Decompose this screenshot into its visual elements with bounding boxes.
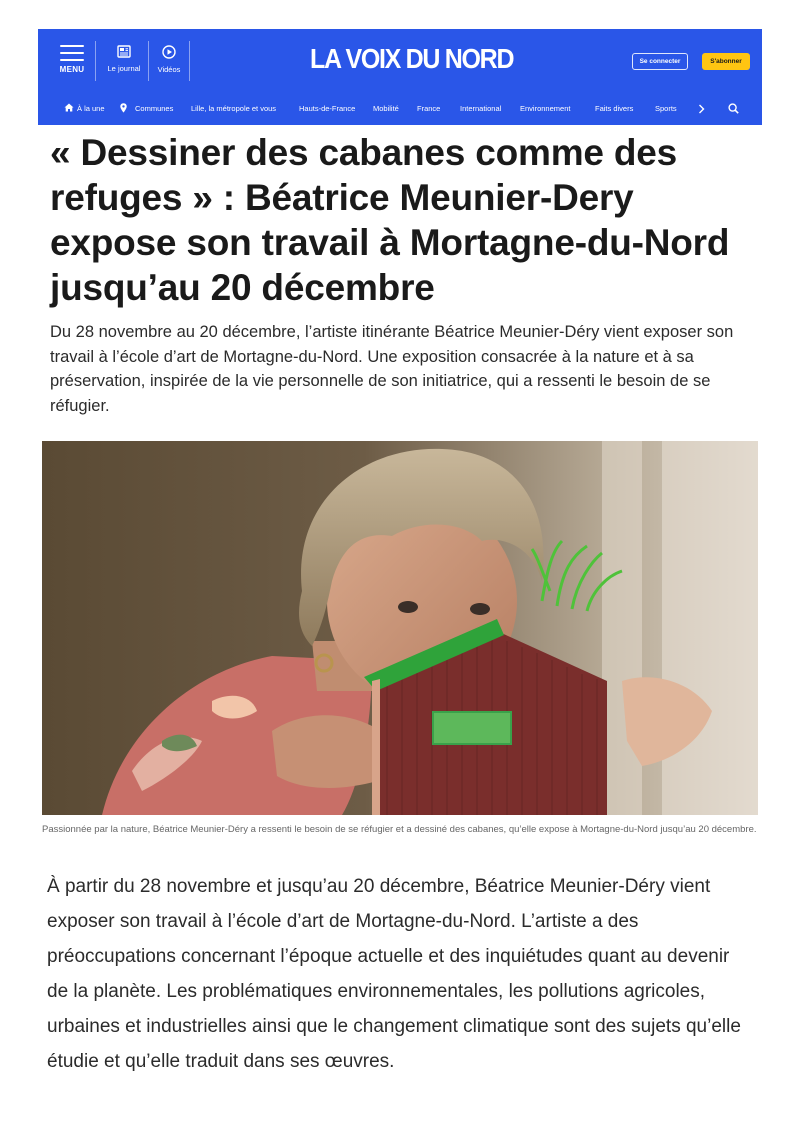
home-icon	[64, 103, 74, 112]
nav-item-international[interactable]: International	[460, 104, 502, 113]
article-photo	[42, 441, 758, 815]
site-logo[interactable]: LA VOIX DU NORD	[310, 43, 514, 75]
article-chapo: Du 28 novembre au 20 décembre, l’artiste itinérante Béatrice Meunier-Déry vient exposer son travail à l’école d’art de Mortagne-du-Nord. Une exposition consacrée à la nature et à sa préservation, inspirée de la vie personnelle de son initiatrice, qui a ressenti le besoin de se réfugier.	[50, 323, 734, 415]
photo-illustration	[42, 441, 758, 815]
nav-item-hauts-de-france[interactable]: Hauts-de-France	[299, 104, 356, 113]
menu-button[interactable]	[50, 43, 94, 83]
videos-link[interactable]	[152, 45, 186, 74]
nav-item-faits-divers[interactable]: Faits divers	[595, 104, 634, 113]
journal-label: Le journal	[107, 64, 141, 73]
videos-label: Vidéos	[157, 65, 181, 74]
header-top-row	[38, 29, 762, 89]
menu-label: MENU	[59, 65, 85, 74]
header-divider	[95, 41, 96, 81]
header-divider	[189, 41, 190, 81]
journal-link[interactable]	[102, 45, 146, 73]
main-nav	[38, 89, 762, 125]
nav-item-a-la-une[interactable]: À la une	[77, 104, 105, 113]
photo-caption: Passionnée par la nature, Béatrice Meunier-Déry a ressenti le besoin de se réfugier et a dessiné des cabanes, qu’elle expose à Mortagne-du-Nord jusqu’au 20 décembre.	[42, 824, 757, 835]
subscribe-button[interactable]: S'abonner	[702, 53, 750, 70]
location-pin-icon	[120, 103, 127, 113]
site-header	[38, 29, 762, 125]
chevron-right-icon[interactable]	[698, 104, 705, 114]
header-divider	[148, 41, 149, 81]
nav-item-mobilite[interactable]: Mobilité	[373, 104, 399, 113]
play-icon	[162, 45, 176, 59]
search-icon[interactable]	[728, 103, 739, 114]
newspaper-icon	[117, 45, 131, 58]
nav-item-sports[interactable]: Sports	[655, 104, 677, 113]
hamburger-icon	[60, 45, 84, 61]
nav-item-environnement[interactable]: Environnement	[520, 104, 571, 113]
nav-item-lille[interactable]: Lille, la métropole et vous	[191, 104, 277, 113]
connect-button[interactable]: Se connecter	[632, 53, 688, 70]
article-body: À partir du 28 novembre et jusqu’au 20 décembre, Béatrice Meunier-Déry vient exposer son travail à l’école d’art de Mortagne-du-Nord. L’artiste a des préoccupations concernant l’époque actuelle et des inquiétudes quant au devenir de la planète. Les problématiques environnementales, les pollutions agricoles, urbaines et industrielles ainsi que le changement climatique sont des sujets qu’elle étudie et qu’elle traduit dans ses œuvres.	[47, 876, 741, 1072]
article-headline: « Dessiner des cabanes comme des refuges » : Béatrice Meunier-Dery expose son travail à Mortagne-du-Nord jusqu’au 20 décembre	[50, 132, 730, 308]
nav-item-france[interactable]: France	[417, 104, 441, 113]
nav-item-communes[interactable]: Communes	[135, 104, 174, 113]
